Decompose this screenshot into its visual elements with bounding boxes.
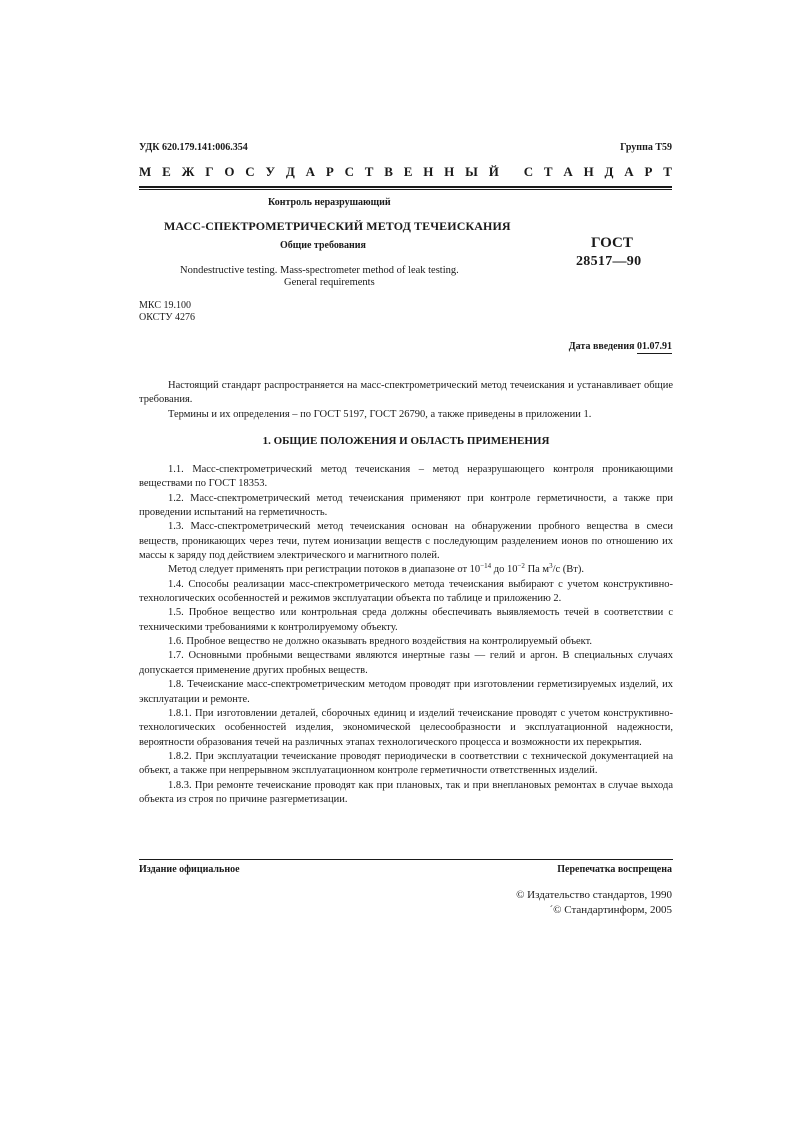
section-heading: 1. ОБЩИЕ ПОЛОЖЕНИЯ И ОБЛАСТЬ ПРИМЕНЕНИЯ (262, 435, 550, 447)
banner-letter: Р (325, 164, 334, 179)
clause-1-4: 1.4. Способы реализации масс-спектрометрического метода течеискания выбирают с учетом конструктивно-технологических особенностей и режимов эксплуатации объекта по таблице и приложению 2. (139, 578, 673, 605)
banner-letter: В (384, 164, 393, 179)
footer-rule (139, 859, 673, 860)
english-title-line2: General requirements (284, 277, 375, 288)
control-category: Контроль неразрушающий (268, 197, 391, 208)
section-body (139, 463, 673, 807)
intro-paragraph: Настоящий стандарт распространяется на масс-спектрометрический метод течеискания и устанавливает общие требования. (139, 380, 673, 406)
clause-1-7: 1.7. Основными пробными веществами являются инертные газы — гелий и аргон. В специальных случаях допускается применение других пробных веществ. (139, 650, 673, 676)
banner-rule-thin (139, 189, 672, 190)
gost-number: 28517—90 (576, 254, 642, 269)
banner-letter: Е (162, 164, 171, 179)
banner-letter: Н (583, 164, 594, 179)
clause-1-3-range: Метод следует применять при регистрации потоков в диапазоне от $10^{-14}$ до $10^{-2}$ Па $м^3/с$ (Вт). (168, 562, 584, 576)
banner-letter: Т (364, 164, 374, 179)
banner-letter: Е (403, 164, 413, 179)
header-row (139, 142, 672, 156)
banner-letter: Ы (465, 164, 478, 179)
effective-date-label: Дата введения (568, 341, 635, 352)
document-subtitle: Общие требования (280, 240, 366, 251)
copyright-1990: © Издательство стандартов, 1990 (516, 889, 672, 901)
clause-1-2: 1.2. Масс-спектрометрический метод течеискания применяют при контроле герметичности, а также при проведении испытаний на герметичность. (139, 492, 673, 519)
banner-letter: Ж (181, 164, 195, 179)
introduction (139, 379, 673, 422)
clause-1-5: 1.5. Пробное вещество или контрольная среда должны обеспечивать выявляемость течей в соответствии с техническими требованиями к контролируемому объекту. (139, 607, 673, 633)
group-code: Группа Т59 (620, 142, 672, 153)
banner-letter: Р (644, 164, 653, 179)
banner-letter: С (523, 164, 534, 179)
banner-letter (510, 164, 513, 180)
english-title-line1: Nondestructive testing. Mass-spectrometer method of leak testing. (180, 265, 459, 276)
banner-letter: М (139, 164, 152, 179)
copyright-2005: ´© Стандартинформ, 2005 (549, 904, 672, 916)
classification-codes (139, 300, 195, 324)
clause-1-8-1: 1.8.1. При изготовлении деталей, сборочных единиц и изделий течеискание проводят с учетом конструктивно-технологических особенностей изделия, экономической целесообразности и эксплуатационной надежности, вероятности образования течей на различных этапах технологического процесса и возможности их перекрытия. (139, 707, 673, 748)
banner-letter: Й (488, 164, 499, 179)
banner-letter: А (624, 164, 634, 179)
banner-letter: С (344, 164, 354, 179)
clause-1-3: 1.3. Масс-спектрометрический метод течеискания основан на обнаружении пробного вещества в смеси веществ, проникающих через течи, путем ионизации веществ с последующим разделением ионов по отношению их массы к заряду под действием электрического и магнитного полей. (139, 521, 673, 562)
banner-letter: Д (604, 164, 614, 179)
clause-1-8-2: 1.8.2. При эксплуатации течеискание проводят периодически в соответствии с технической документацией на объект, а также при непрерывном эксплуатационном контроле герметичности ответственных изделий. (139, 750, 673, 777)
official-edition: Издание официальное (139, 864, 240, 875)
clause-1-1: 1.1. Масс-спектрометрический метод течеискания – метод неразрушающего контроля проникающими веществами по ГОСТ 18353. (139, 464, 673, 490)
banner-letter: Н (444, 164, 455, 179)
clause-1-6: 1.6. Пробное вещество не должно оказывать вредного воздействия на контролируемый объект. (168, 636, 593, 648)
intro-paragraph: Термины и их определения – по ГОСТ 5197, ГОСТ 26790, а также приведены в приложении 1. (168, 408, 592, 420)
banner-letter: А (305, 164, 315, 179)
effective-date (569, 341, 672, 352)
banner-letter: У (265, 164, 276, 179)
banner-letter: Г (205, 164, 214, 179)
banner-letter: Т (543, 164, 553, 179)
banner-rule-thick (139, 186, 672, 188)
clause-1-8: 1.8. Течеискание масс-спектрометрическим методом проводят при изготовлении герметизируемых изделий, их эксплуатации и ремонте. (139, 679, 673, 705)
banner-letter: О (224, 164, 235, 179)
banner-letter: С (245, 164, 255, 179)
mks-code: МКС 19.100 (139, 300, 191, 311)
banner-letter: Д (285, 164, 295, 179)
clause-1-8-3: 1.8.3. При ремонте течеискание проводят как при плановых, так и при внеплановых ремонтах в случае выхода объекта из строя по причине разгерметизации. (139, 779, 673, 805)
okstu-code: ОКСТУ 4276 (139, 312, 196, 323)
banner-letter: Т (663, 164, 672, 179)
udk-code: УДК 620.179.141:006.354 (139, 142, 248, 153)
document-title: МАСС-СПЕКТРОМЕТРИЧЕСКИЙ МЕТОД ТЕЧЕИСКАНИЯ (164, 219, 511, 233)
effective-date-value: 01.07.91 (637, 341, 672, 352)
gost-label: ГОСТ (591, 235, 633, 251)
reprint-prohibited: Перепечатка воспрещена (557, 864, 672, 875)
banner-letter: А (563, 164, 573, 179)
banner-letter: Н (423, 164, 434, 179)
interstate-standard-banner (139, 164, 672, 180)
